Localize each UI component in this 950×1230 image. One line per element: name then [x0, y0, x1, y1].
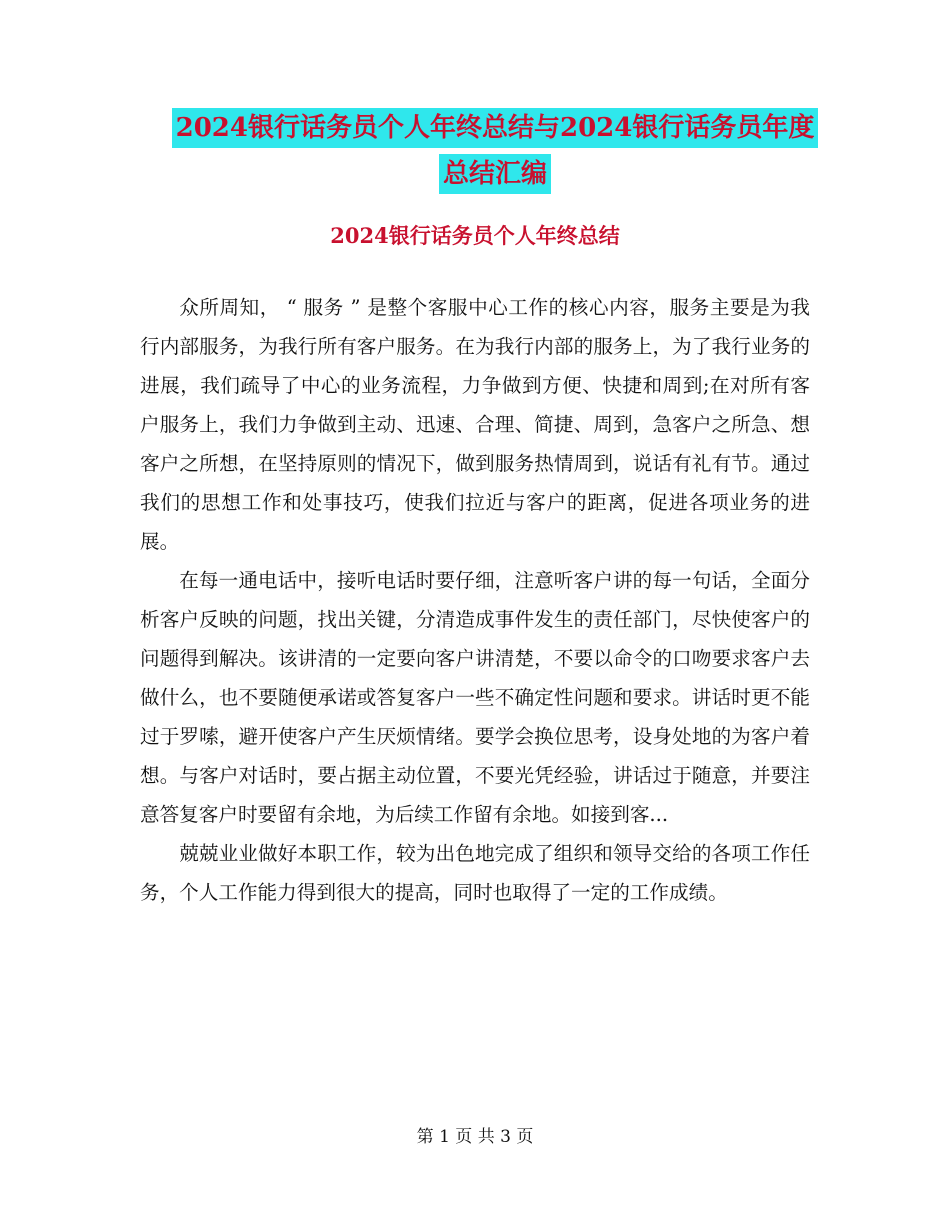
paragraph: 兢兢业业做好本职工作，较为出色地完成了组织和领导交给的各项工作任务，个人工作能力得到很大的提高，同时也取得了一定的工作成绩。 [140, 842, 810, 904]
page-footer: 第 1 页 共 3 页 [416, 1127, 534, 1147]
title-line-1: 2024银行话务员个人年终总结与2024银行话务员年度 [172, 108, 819, 148]
paragraph: 在每一通电话中，接听电话时要仔细，注意听客户讲的每一句话，全面分析客户反映的问题，找出关键，分清造成事件发生的责任部门，尽快使客户的问题得到解决。该讲清的一定要向客户讲清楚，不要以命令的口吻要求客户去做什么，也不要随便承诺或答复客户一些不确定性问题和要求。讲话时更不能过于罗嗦，避开使客户产生厌烦情绪。要学会换位思考，设身处地的为客户着想。与客户对话时，要占据主动位置，不要光凭经验，讲话过于随意，并要注意答复客户时要留有余地，为后续工作留有余地。如接到客... [140, 569, 810, 826]
document-title [140, 108, 850, 194]
section-title: 2024银行话务员个人年终总结 [330, 223, 620, 248]
paragraph: 众所周知， “ 服务 ” 是整个客服中心工作的核心内容，服务主要是为我行内部服务，为我行所有客户服务。在为我行内部的服务上，为了我行业务的进展，我们疏导了中心的业务流程，力争做到方便、快捷和周到;在对所有客户服务上，我们力争做到主动、迅速、合理、简捷、周到，急客户之所急、想客户之所想，在坚持原则的情况下，做到服务热情周到，说话有礼有节。通过我们的思想工作和处事技巧，使我们拉近与客户的距离，促进各项业务的进展。 [140, 296, 810, 553]
body-text [140, 288, 810, 912]
title-line-2: 总结汇编 [439, 154, 551, 194]
